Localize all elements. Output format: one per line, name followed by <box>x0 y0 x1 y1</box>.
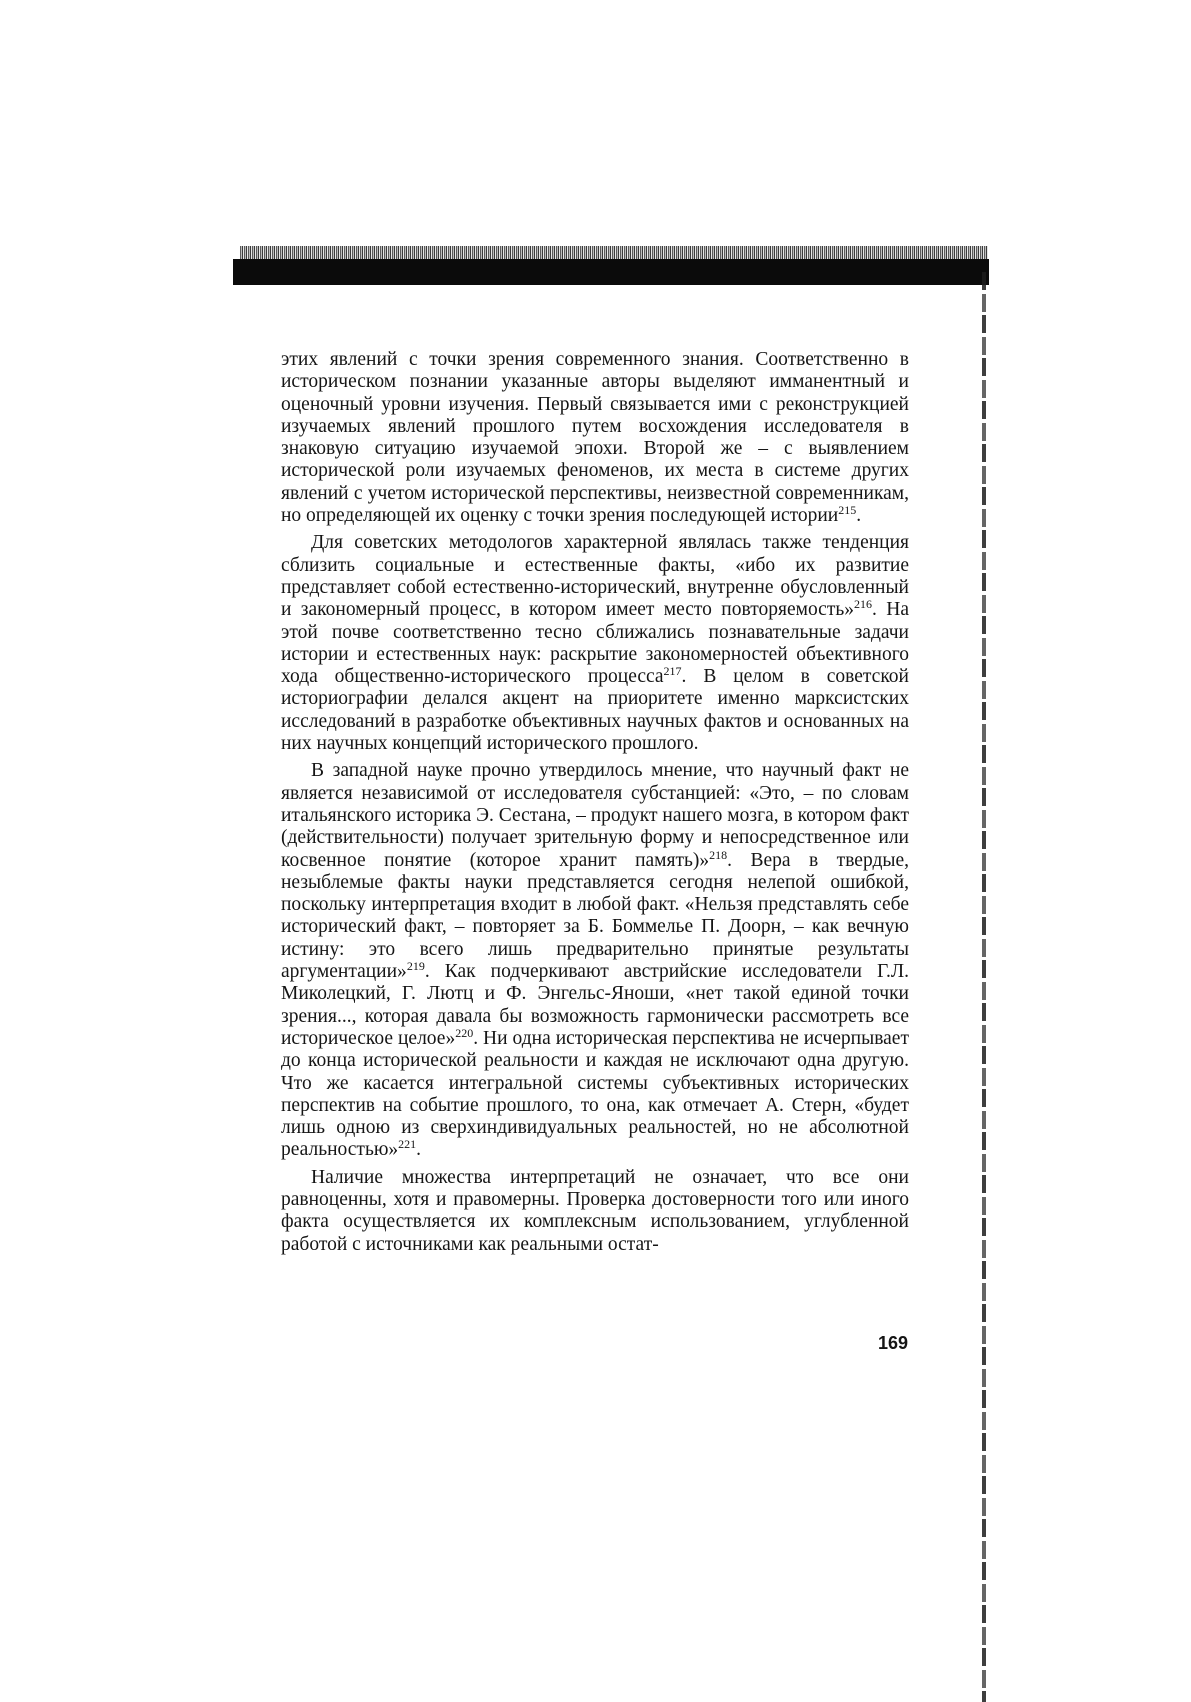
footnote-ref: 218 <box>709 847 728 862</box>
footnote-ref: 220 <box>455 1025 474 1040</box>
page-number: 169 <box>878 1333 909 1353</box>
footnote-ref: 219 <box>406 959 425 974</box>
header-rule <box>233 259 989 285</box>
page-edge-shadow <box>982 272 986 1702</box>
scan-artifact-band <box>240 246 988 260</box>
footnote-ref: 215 <box>838 503 857 518</box>
paragraph-1 <box>281 349 909 527</box>
paragraph-4 <box>281 1167 909 1256</box>
body-text <box>281 349 909 1261</box>
paragraph-text: . <box>856 505 862 527</box>
paragraph-text: . Ни одна историческая перспектива не исчерпывает до конца исторической реальности и каждая не исключают одна другую. Что же касается интегральной системы субъективных исторических перспектив на событие прошлого, то она, как отмечает А. Стерн, «будет лишь одною из сверхиндивидуальных реальностей, но не абсолютной реальностью» <box>281 1027 909 1161</box>
paragraph-text: Наличие множества интерпретаций не означает, что все они равноценны, хотя и правомерны. Проверка достоверности того или иного факта осуществляется их комплексным использованием, углубленной работой с источниками как реальными остат- <box>281 1166 909 1255</box>
paragraph-text: В западной науке прочно утвердилось мнение, что научный факт не является независимой от исследователя субстанцией: «Это, – по словам итальянского историка Э. Сестана, – продукт нашего мозга, в котором факт (действительности) получает зрительную форму и непосредственное или косвенное понятие (которое хранит память)» <box>281 760 909 871</box>
paragraph-text: Для советских методологов характерной являлась также тенденция сблизить социальные и естественные факты, «ибо их развитие представляет собой естественно-исторический, внутренне обусловленный и закономерный процесс, в котором имеет место повторяемость» <box>281 532 909 621</box>
footnote-ref: 221 <box>398 1137 417 1152</box>
footnote-ref: 216 <box>854 597 872 612</box>
paragraph-3 <box>281 760 909 1161</box>
paragraph-text: . Как подчеркивают австрийские исследователи Г.Л. Миколецкий, Г. Лютц и Ф. Энгельс-Яноши, «нет такой единой точки зрения..., которая давала бы возможность гармонически рассмотреть все историческое целое» <box>281 961 909 1049</box>
paragraph-text: . В целом в советской историографии делался акцент на приоритете именно марксистских исследований в разработке объективных научных фактов и основанных на них научных концепций исторического прошлого. <box>281 666 909 755</box>
footnote-ref: 217 <box>663 664 682 679</box>
paragraph-text: . На этой почве соответственно тесно сближались познавательные задачи истории и естественных наук: раскрытие закономерностей объективного хода общественно-исторического процесса <box>281 599 909 688</box>
paragraph-text: . Вера в твердые, незыблемые факты науки представляется сегодня нелепой ошибкой, поскольку интерпретация входит в любой факт. «Нельзя представлять себе исторический факт, – повторяет за Б. Боммелье П. Доорн, – как вечную истину: это всего лишь предварительно принятые результаты аргументации» <box>281 849 909 983</box>
paragraph-text: . <box>416 1139 422 1161</box>
paragraph-2 <box>281 532 909 755</box>
paragraph-text: этих явлений с точки зрения современного знания. Соответственно в историческом познании указанные авторы выделяют имманентный и оценочный уровни изучения. Первый связывается ими с реконструкцией изучаемых явлений прошлого путем восхождения исследователя в знаковую ситуацию изучаемой эпохи. Второй же – с выявлением исторической роли изучаемых феноменов, их места в системе других явлений с учетом исторической перспективы, неизвестной современникам, но определяющей их оценку с точки зрения последующей истории <box>281 349 909 527</box>
